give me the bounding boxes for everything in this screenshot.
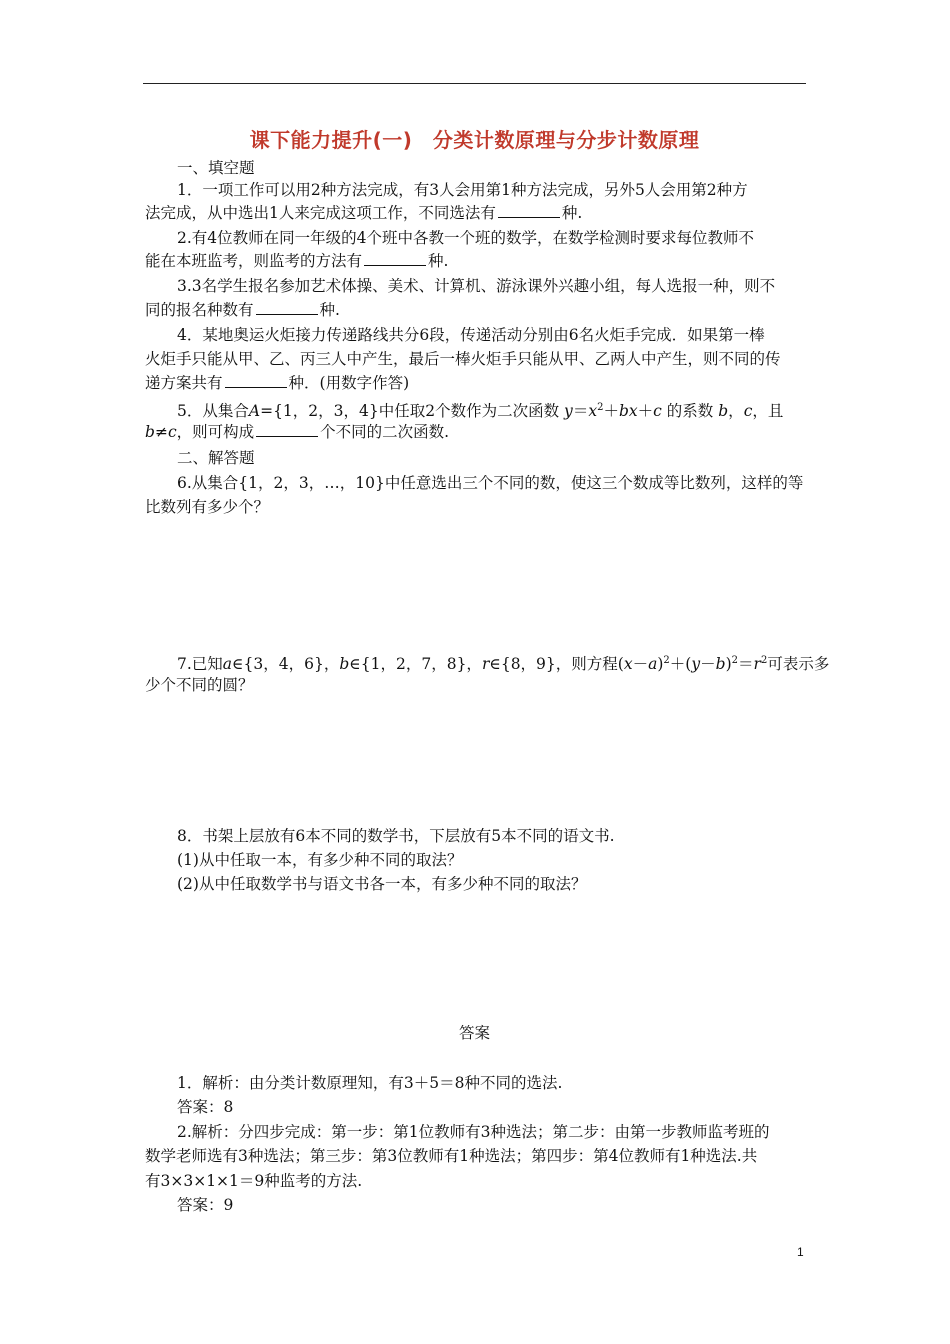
answer-blank [256, 422, 318, 437]
a2-line2: 数学老师选有3种选法；第三步：第3位教师有1种选法；第四步：第4位教师有1种选法.共 [145, 1147, 758, 1165]
q5-line2: b≠c，则可构成 个不同的二次函数. [145, 423, 450, 441]
q4-line1: 4．某地奥运火炬接力传递路线共分6段，传递活动分别由6名火炬手完成．如果第一棒 [177, 326, 765, 344]
answer-blank [364, 251, 426, 266]
q6-line2: 比数列有多少个？ [145, 498, 270, 516]
a1-line2: 答案：8 [177, 1098, 234, 1116]
page-number: 1 [797, 1245, 804, 1259]
q3-line2: 同的报名种数有 种. [145, 301, 340, 319]
q2-line2: 能在本班监考，则监考的方法有 种. [145, 252, 449, 270]
q6-line1: 6.从集合{1，2，3，…，10}中任意选出三个不同的数，使这三个数成等比数列，这样的等 [177, 474, 804, 492]
q2-line1: 2.有4位教师在同一年级的4个班中各教一个班的数学，在数学检测时要求每位教师不 [177, 229, 755, 247]
page-title: 课下能力提升(一) 分类计数原理与分步计数原理 [249, 128, 700, 152]
q8-line3: (2)从中任取数学书与语文书各一本，有多少种不同的取法？ [177, 875, 587, 893]
q1-line1: 1．一项工作可以用2种方法完成，有3人会用第1种方法完成，另外5人会用第2种方 [177, 181, 748, 199]
q7-line2: 少个不同的圆？ [145, 676, 254, 694]
section-fill-heading: 一、填空题 [177, 159, 255, 177]
a1-line1: 1．解析：由分类计数原理知，有3＋5＝8种不同的选法. [177, 1074, 563, 1092]
answer-blank [225, 373, 287, 388]
a2-line4: 答案：9 [177, 1196, 234, 1214]
a2-line3: 有3×3×1×1＝9种监考的方法. [145, 1172, 363, 1190]
answer-blank [498, 203, 560, 218]
q5-line1: 5．从集合A={1，2，3，4}中任取2个数作为二次函数 $y=x^2+bx+c$ 的系数 b，c，且 [177, 402, 784, 421]
q7-line1: 7.已知a∈{3，4，6}，b∈{1，2，7，8}，r∈{8，9}，则方程$(x-a)^2+(y-b)^2=r^2$可表示多 [177, 655, 830, 674]
section-solve-heading: 二、解答题 [177, 449, 255, 467]
q8-line1: 8．书架上层放有6本不同的数学书，下层放有5本不同的语文书. [177, 827, 615, 845]
q8-line2: (1)从中任取一本，有多少种不同的取法？ [177, 851, 463, 869]
answer-blank [256, 300, 318, 315]
answers-heading: 答案 [458, 1024, 490, 1042]
q3-line1: 3.3名学生报名参加艺术体操、美术、计算机、游泳课外兴趣小组，每人选报一种，则不 [177, 277, 776, 295]
q4-line2: 火炬手只能从甲、乙、丙三人中产生，最后一棒火炬手只能从甲、乙两人中产生，则不同的传 [145, 350, 781, 368]
header-rule [143, 83, 806, 84]
q4-line3: 递方案共有 种．(用数字作答) [145, 374, 410, 392]
a2-line1: 2.解析：分四步完成：第一步：第1位教师有3种选法；第二步：由第一步教师监考班的 [177, 1123, 770, 1141]
q1-line2: 法完成，从中选出1人来完成这项工作，不同选法有 种. [145, 204, 583, 222]
